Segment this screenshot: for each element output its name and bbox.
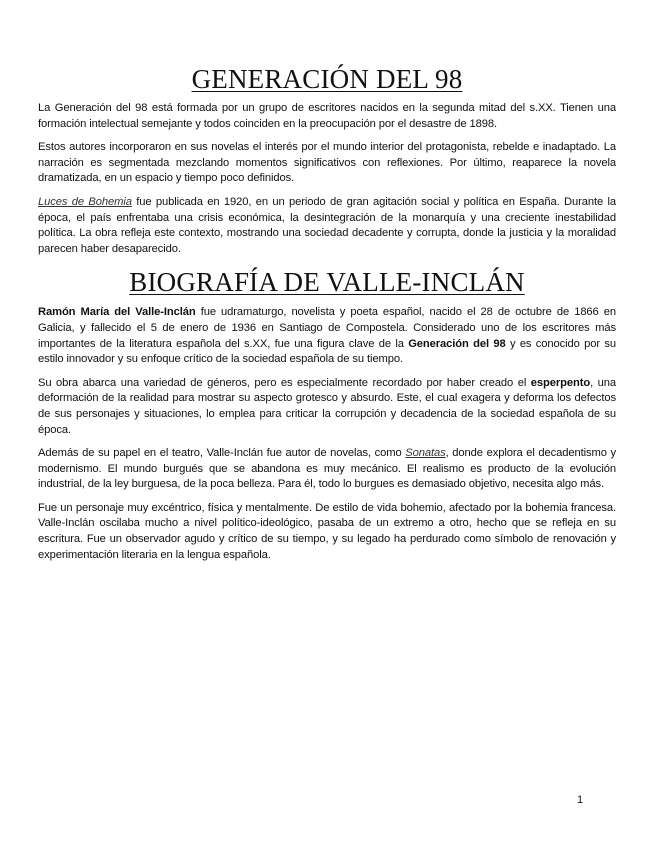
generation-term: Generación del 98 bbox=[408, 337, 506, 350]
gen-paragraph-1: La Generación del 98 está formada por un grupo de escritores nacidos en la segunda mitad del s.XX. Tienen una formación intelectual semejante y todos coinciden en la preocupación por el desastre de 1898. bbox=[38, 102, 616, 130]
bio-paragraph-3: Además de su papel en el teatro, Valle-Inclán fue autor de novelas, como Sonatas, donde explora el decadentismo y modernismo. El mundo burgués que se abandona es muy mecánico. El realismo es producto de la evolución industrial, de la ley burguesa, de la poca belleza. Para él, todo lo burgues es demasiado objetivo, necesita algo más. bbox=[38, 447, 617, 491]
page-content bbox=[38, 62, 616, 571]
bio-paragraph-2: Su obra abarca una variedad de géneros, pero es especialmente recordado por haber creado el esperpento, una deformación de la realidad para mostrar su aspecto grotesco y absurdo. Este, el cual exagera y deforma los defectos de sus personajes y situaciones, lo emplea para criticar la corrupción y decadencia de la sociedad española de su época. bbox=[38, 376, 616, 436]
page-number: 1 bbox=[577, 794, 584, 806]
work-title-sonatas: Sonatas bbox=[405, 447, 446, 460]
heading-generacion-98: GENERACIÓN DEL 98 bbox=[191, 64, 463, 94]
bio-paragraph-1: Ramón María del Valle-Inclán fue udramaturgo, novelista y poeta español, nacido el 28 de octubre de 1866 en Galicia, y fallecido el 5 de enero de 1936 en Santiago de Compostela. Considerado uno de los escritores más importantes de la literatura española del s.XX, fue una figura clave de la Generación del 98 y es conocido por su estilo innovador y su enfoque crítico de la sociedad española de su tiempo. bbox=[38, 306, 617, 366]
bio-paragraph-4: Fue un personaje muy excéntrico, física y mentalmente. De estilo de vida bohemio, afectado por la bohemia francesa. Valle-Inclán oscilaba mucho a nivel político-ideológico, pasaba de un extremo a otro, hecho que se refleja en su escritura. Fue un observador agudo y crítico de su tiempo, y su legado ha perdurado como símbolo de renovación y experimentación literaria en la lengua española. bbox=[38, 501, 616, 561]
heading-biografia: BIOGRAFÍA DE VALLE-INCLÁN bbox=[129, 267, 525, 298]
author-name: Ramón María del Valle-Inclán bbox=[38, 306, 196, 319]
work-title-luces-de-bohemia: Luces de Bohemia bbox=[38, 195, 132, 208]
gen-paragraph-2: Estos autores incorporaron en sus novelas el interés por el mundo interior del protagonista, rebelde e inadaptado. La narración es segmentada mezclando momentos significativos con reflexiones. Por último, reaparece la novela dramatizada, en un espacio y tiempo poco definidos. bbox=[38, 141, 616, 185]
esperpento-term: esperpento bbox=[530, 376, 591, 389]
gen-paragraph-3: Luces de Bohemia fue publicada en 1920, en un periodo de gran agitación social y política en España. Durante la época, el país enfrentaba una crisis económica, la desintegración de la monarquía y una creciente inestabilidad política. La obra refleja este contexto, mostrando una sociedad decadente y corrupta, donde la justicia y la moralidad parecen haber desaparecido. bbox=[38, 195, 616, 255]
